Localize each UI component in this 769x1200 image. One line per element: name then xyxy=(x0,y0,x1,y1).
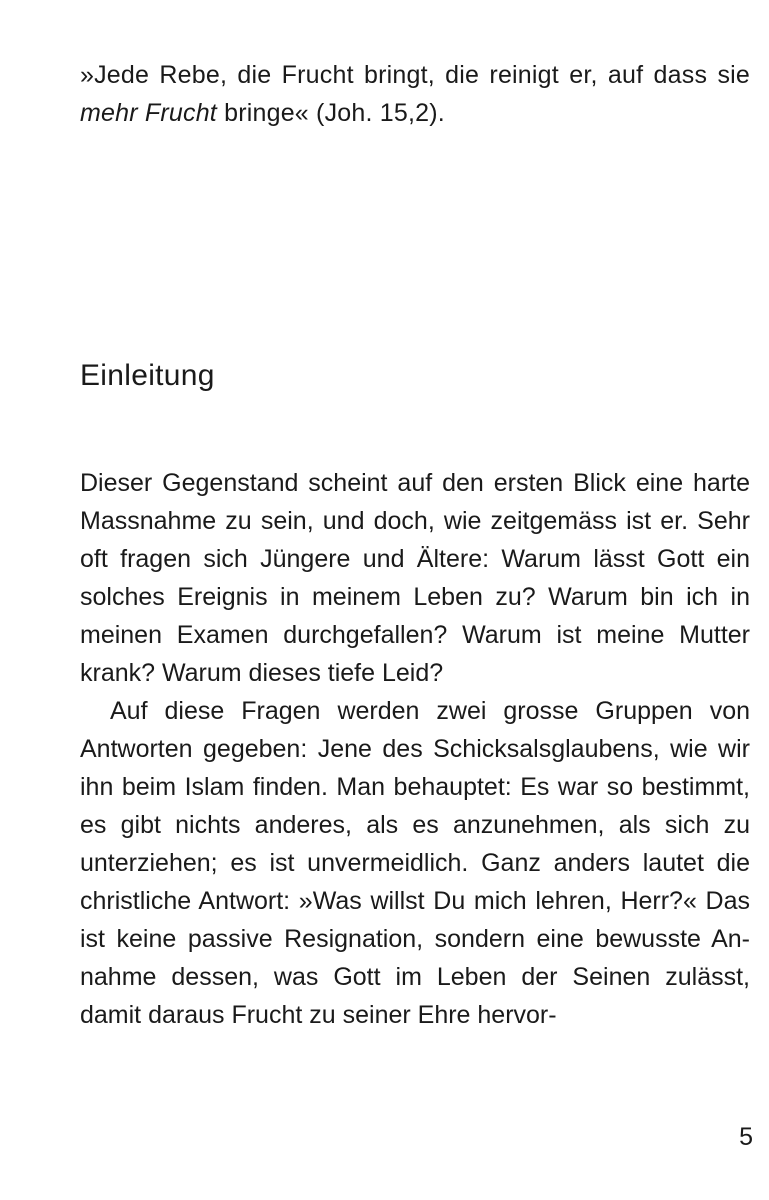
page-number: 5 xyxy=(739,1123,753,1151)
paragraph-2: Auf diese Fragen werden zwei grosse Gruppen von Antworten gegeben: Jene des Schicksalsglaubens, wie wir ihn beim Islam finden. Man behauptet: Es war so bestimmt, es gibt nichts anderes, als es anzunehmen, als sich zu unterziehen; es ist unvermeidlich. Ganz anders lautet die christliche Antwort: »Was willst Du mich lehren, Herr?« Das ist keine passive Resignation, sondern eine bewusste Annahme dessen, was Gott im Leben der Seinen zulässt, damit daraus Frucht zu seiner Ehre hervor- xyxy=(80,697,750,1029)
epigraph-text-start: »Jede Rebe, die Frucht bringt, die reinigt er, auf dass sie xyxy=(80,61,750,89)
section-heading: Einleitung xyxy=(80,359,215,392)
epigraph-quote xyxy=(80,56,750,132)
paragraph-1: Dieser Gegenstand scheint auf den ersten Blick eine harte Massnahme zu sein, und doch, wie zeitgemäss ist er. Sehr oft fragen sich Jüngere und Ältere: Warum lässt Gott ein solches Ereignis in meinem Leben zu? Warum bin ich in meinen Examen durchgefallen? Warum ist meine Mutter krank? Warum dieses tiefe Leid? xyxy=(80,469,750,687)
epigraph-text-end: bringe« (Joh. 15,2). xyxy=(216,99,445,127)
epigraph-emphasis: mehr Frucht xyxy=(80,99,217,127)
body-text xyxy=(80,464,750,1034)
